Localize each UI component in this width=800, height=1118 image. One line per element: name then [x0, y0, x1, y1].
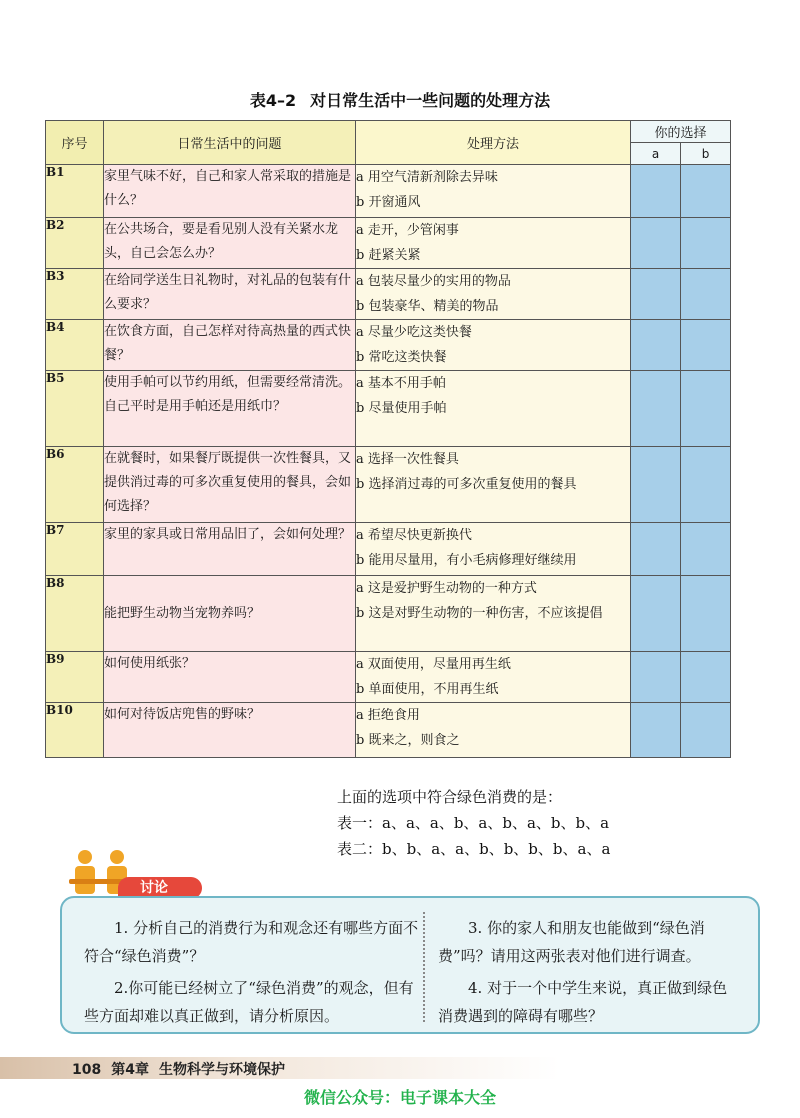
- table-row: [46, 523, 731, 576]
- option-b: b 单面使用，不用再生纸: [356, 682, 499, 697]
- discussion-right: [438, 914, 738, 1034]
- option-a: a 用空气清新剂除去异味: [356, 170, 498, 185]
- option-b: b 包装豪华、精美的物品: [356, 299, 499, 314]
- row-no: B5: [46, 371, 104, 447]
- discussion-question: 4. 对于一个中学生来说，真正做到绿色消费遇到的障碍有哪些？: [438, 979, 728, 1025]
- row-method: [356, 218, 631, 269]
- page-footer: [72, 1059, 295, 1079]
- row-no: B10: [46, 703, 104, 758]
- option-a: a 基本不用手帕: [356, 376, 446, 391]
- row-no: B6: [46, 447, 104, 523]
- discussion-tab: 讨论: [118, 877, 202, 899]
- option-b: b 这是对野生动物的一种伤害，不应该提倡: [356, 606, 603, 621]
- header-choice-b: b: [681, 143, 731, 165]
- row-problem: 使用手帕可以节约用纸，但需要经常清洗。自己平时是用手帕还是用纸巾？: [104, 371, 356, 447]
- table-number: 表4–2: [249, 91, 297, 110]
- row-method: [356, 703, 631, 758]
- table-row: [46, 652, 731, 703]
- row-no: B3: [46, 269, 104, 320]
- row-method: [356, 269, 631, 320]
- choice-b-cell[interactable]: [681, 447, 731, 523]
- choice-a-cell[interactable]: [631, 703, 681, 758]
- row-problem: 在给同学送生日礼物时，对礼品的包装有什么要求？: [104, 269, 356, 320]
- header-no: 序号: [46, 121, 104, 165]
- choice-a-cell[interactable]: [631, 165, 681, 218]
- row-problem: 能把野生动物当宠物养吗？: [104, 576, 356, 652]
- choice-b-cell[interactable]: [681, 165, 731, 218]
- option-b: b 尽量使用手帕: [356, 401, 447, 416]
- header-method: 处理方法: [356, 121, 631, 165]
- row-problem: 家里气味不好，自己和家人常采取的措施是什么？: [104, 165, 356, 218]
- row-method: [356, 320, 631, 371]
- choice-b-cell[interactable]: [681, 703, 731, 758]
- discussion-question: 1. 分析自己的消费行为和观念还有哪些方面不符合“绿色消费”？: [84, 919, 419, 965]
- choice-a-cell[interactable]: [631, 218, 681, 269]
- choice-b-cell[interactable]: [681, 652, 731, 703]
- table-row: [46, 165, 731, 218]
- header-choice: 你的选择: [631, 121, 731, 143]
- chapter-title: 生物科学与环境保护: [158, 1062, 285, 1078]
- choice-a-cell[interactable]: [631, 447, 681, 523]
- discussion-question: 3. 你的家人和朋友也能做到“绿色消费”吗？请用这两张表对他们进行调查。: [438, 919, 705, 965]
- row-no: B8: [46, 576, 104, 652]
- table-row: [46, 703, 731, 758]
- row-method: [356, 576, 631, 652]
- choice-b-cell[interactable]: [681, 576, 731, 652]
- option-a: a 走开，少管闲事: [356, 223, 459, 238]
- row-method: [356, 523, 631, 576]
- table-caption: [0, 88, 800, 111]
- row-problem: 在饮食方面，自己怎样对待高热量的西式快餐？: [104, 320, 356, 371]
- row-no: B7: [46, 523, 104, 576]
- row-method: [356, 447, 631, 523]
- choice-a-cell[interactable]: [631, 652, 681, 703]
- discussion-question: 2.你可能已经树立了“绿色消费”的观念，但有些方面却难以真正做到，请分析原因。: [84, 979, 414, 1025]
- table-row: [46, 320, 731, 371]
- row-method: [356, 652, 631, 703]
- option-b: b 既来之，则食之: [356, 733, 460, 748]
- option-a: a 拒绝食用: [356, 708, 420, 723]
- divider: [423, 912, 425, 1022]
- chapter-number: 第4章: [111, 1062, 149, 1078]
- row-no: B4: [46, 320, 104, 371]
- option-a: a 包装尽量少的实用的物品: [356, 274, 511, 289]
- row-problem: 如何使用纸张？: [104, 652, 356, 703]
- discussion-left: [84, 914, 424, 1034]
- problem-table: [45, 120, 731, 758]
- row-no: B1: [46, 165, 104, 218]
- discussion-box: [60, 896, 760, 1034]
- table-row: [46, 447, 731, 523]
- choice-b-cell[interactable]: [681, 371, 731, 447]
- table-row: [46, 269, 731, 320]
- option-b: b 开窗通风: [356, 195, 421, 210]
- table-row: [46, 576, 731, 652]
- option-a: a 双面使用，尽量用再生纸: [356, 657, 511, 672]
- row-problem: 家里的家具或日常用品旧了，会如何处理？: [104, 523, 356, 576]
- choice-b-cell[interactable]: [681, 523, 731, 576]
- header-choice-a: a: [631, 143, 681, 165]
- choice-a-cell[interactable]: [631, 320, 681, 371]
- option-a: a 尽量少吃这类快餐: [356, 325, 472, 340]
- watermark: 微信公众号：电子课本大全: [303, 1088, 496, 1107]
- choice-a-cell[interactable]: [631, 371, 681, 447]
- row-problem: 如何对待饭店兜售的野味？: [104, 703, 356, 758]
- table-row: [46, 371, 731, 447]
- option-b: b 能用尽量用，有小毛病修理好继续用: [356, 553, 577, 568]
- summary-table-one: 表一：a、a、a、b、a、b、a、b、b、a: [337, 814, 610, 832]
- choice-a-cell[interactable]: [631, 523, 681, 576]
- choice-a-cell[interactable]: [631, 269, 681, 320]
- choice-a-cell[interactable]: [631, 576, 681, 652]
- choice-b-cell[interactable]: [681, 320, 731, 371]
- header-problem: 日常生活中的问题: [104, 121, 356, 165]
- option-b: b 赶紧关紧: [356, 248, 421, 263]
- option-b: b 选择消过毒的可多次重复使用的餐具: [356, 477, 577, 492]
- option-a: a 选择一次性餐具: [356, 452, 459, 467]
- answer-summary: [337, 784, 610, 862]
- summary-intro: 上面的选项中符合绿色消费的是：: [337, 788, 563, 806]
- choice-b-cell[interactable]: [681, 218, 731, 269]
- row-no: B2: [46, 218, 104, 269]
- option-a: a 这是爱护野生动物的一种方式: [356, 581, 537, 596]
- summary-table-two: 表二：b、b、a、a、b、b、b、b、a、a: [337, 840, 611, 858]
- table-row: [46, 218, 731, 269]
- row-method: [356, 371, 631, 447]
- choice-b-cell[interactable]: [681, 269, 731, 320]
- table-title: 对日常生活中一些问题的处理方法: [310, 91, 551, 110]
- page-number: 108: [72, 1062, 102, 1078]
- row-method: [356, 165, 631, 218]
- row-problem: 在公共场合，要是看见别人没有关紧水龙头，自己会怎么办？: [104, 218, 356, 269]
- row-problem: 在就餐时，如果餐厅既提供一次性餐具，又提供消过毒的可多次重复使用的餐具，会如何选择？: [104, 447, 356, 523]
- row-no: B9: [46, 652, 104, 703]
- option-b: b 常吃这类快餐: [356, 350, 447, 365]
- option-a: a 希望尽快更新换代: [356, 528, 472, 543]
